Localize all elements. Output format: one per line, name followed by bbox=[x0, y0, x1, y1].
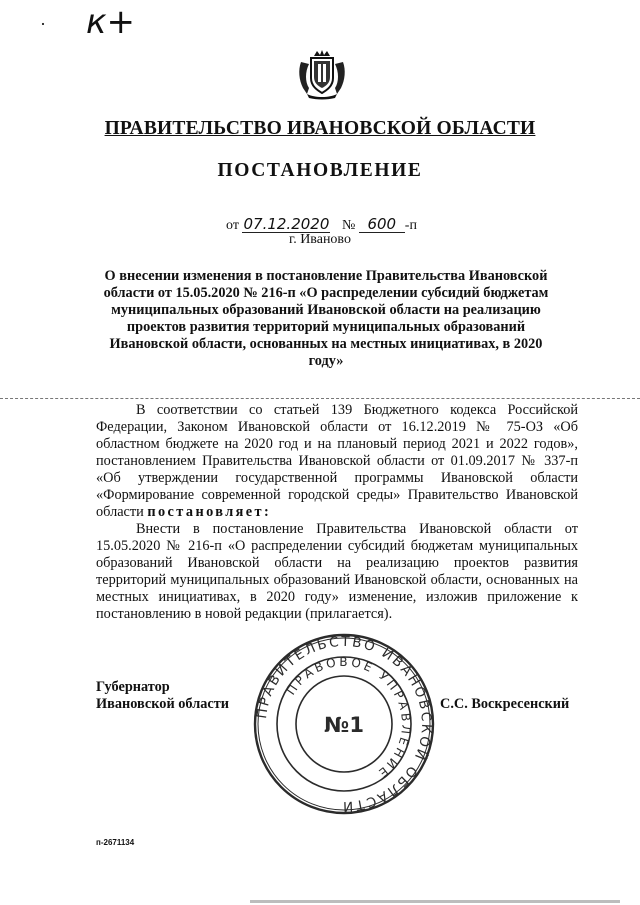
dot-mark: · bbox=[40, 14, 46, 34]
paragraph-1: В соответствии со статьей 139 Бюджетного кодекса Российской Федерации, Законом Ивановской области от 16.12.2019 № 75-ОЗ «Об областном бюджете на 2020 год и на плановый период 2021 и 2022 годов», постановлением Правительства Ивановской области от 01.09.2017 № 337-п «Об утверждении государственной программы Ивановской области «Формирование современной городской среды» Правительство Ивановской области постановляет: bbox=[96, 402, 578, 520]
date-prefix: от bbox=[226, 218, 239, 233]
government-title: ПРАВИТЕЛЬСТВО ИВАНОВСКОЙ ОБЛАСТИ bbox=[104, 118, 536, 139]
signatory-name: С.С. Воскресенский bbox=[440, 696, 570, 712]
decree-word: постановляет bbox=[147, 504, 264, 520]
stamp-number: №1 bbox=[324, 713, 364, 737]
city: г. Иваново bbox=[289, 232, 351, 247]
number-suffix: -п bbox=[404, 218, 417, 233]
handwritten-mark: к+ bbox=[86, 2, 136, 42]
document-type: ПОСТАНОВЛЕНИЕ bbox=[217, 160, 423, 181]
number-sign: № bbox=[341, 218, 356, 233]
handwritten-number: 600 bbox=[359, 216, 405, 233]
paragraph-2: Внести в постановление Правительства Ивановской области от 15.05.2020 № 216-п «О распределении субсидий бюджетам муниципальных образований Ивановской области на реализацию проектов развития территорий муниципальных образований Ивановской области, основанных на местных инициативах, в 2020 году» изменение, изложив приложение к постановлению в новой редакции (прилагается). bbox=[96, 521, 578, 622]
stamp-outer-text: ПРАВИТЕЛЬСТВО ИВАНОВСКОЙ ОБЛАСТИ bbox=[254, 633, 435, 815]
handwritten-date: 07.12.2020 bbox=[243, 215, 330, 233]
scan-edge bbox=[250, 900, 620, 903]
stamp-inner-text: ПРАВОВОЕ УПРАВЛЕНИЕ bbox=[283, 654, 414, 782]
signatory-title: Губернатор Ивановской области bbox=[96, 679, 229, 712]
scan-divider bbox=[0, 398, 640, 399]
document-subject: О внесении изменения в постановление Правительства Ивановской области от 15.05.2020 № 216-п «О распределении субсидий бюджетам муниципальных образований Ивановской области на реализацию проектов развития территорий муниципальных образований Ивановской области, основанных на местных инициативах, в 2020 году» bbox=[103, 268, 549, 369]
official-stamp bbox=[252, 632, 436, 816]
coat-of-arms-icon bbox=[297, 48, 347, 100]
document-code: п-2671134 bbox=[96, 838, 135, 847]
document-body bbox=[96, 402, 578, 623]
